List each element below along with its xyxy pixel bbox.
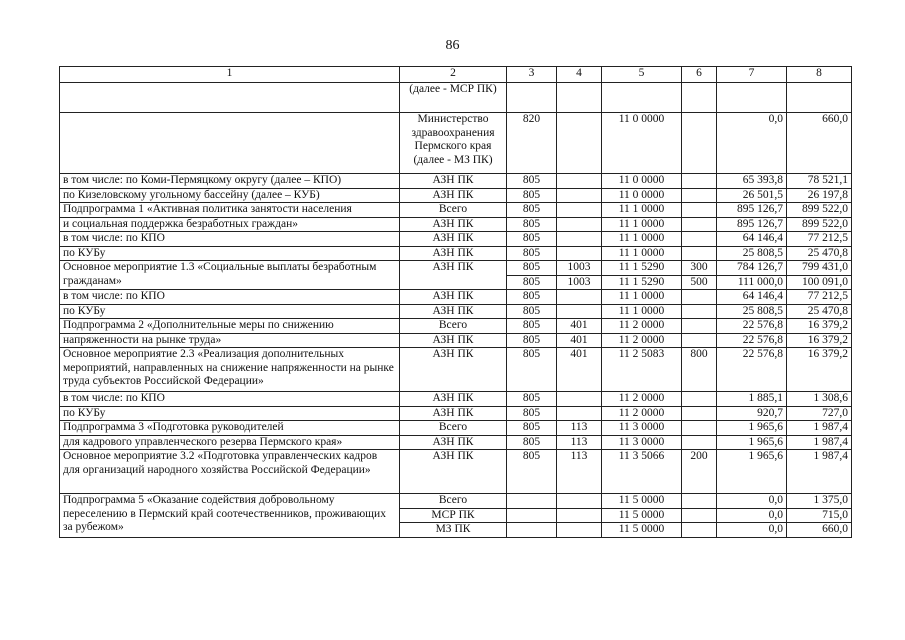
table-cell-value: 16 379,2 bbox=[787, 348, 852, 392]
table-cell-value: 26 197,8 bbox=[787, 188, 852, 203]
table-cell-value: 64 146,4 bbox=[717, 232, 787, 247]
table-cell-type bbox=[682, 392, 717, 407]
table-row bbox=[60, 113, 852, 174]
table-cell-section: 113 bbox=[557, 450, 602, 494]
table-cell-value: 0,0 bbox=[717, 113, 787, 174]
table-row bbox=[60, 450, 852, 494]
table-cell-article: 11 3 5066 bbox=[602, 450, 682, 494]
table-row bbox=[60, 203, 852, 218]
table-cell-code: 805 bbox=[507, 450, 557, 494]
table-cell-executor: АЗН ПК bbox=[400, 406, 507, 421]
table-cell-executor: АЗН ПК bbox=[400, 232, 507, 247]
table-row bbox=[60, 232, 852, 247]
table-cell-value: 1 965,6 bbox=[717, 450, 787, 494]
table-cell-section bbox=[557, 217, 602, 232]
table-row bbox=[60, 290, 852, 305]
table-cell-type bbox=[682, 508, 717, 523]
table-cell-type bbox=[682, 217, 717, 232]
table-cell-code bbox=[507, 508, 557, 523]
table-cell-executor: Всего bbox=[400, 421, 507, 436]
table-cell-article: 11 0 0000 bbox=[602, 174, 682, 189]
table-cell-value: 22 576,8 bbox=[717, 333, 787, 348]
table-cell-article: 11 2 0000 bbox=[602, 319, 682, 334]
table-cell-value: 1 965,6 bbox=[717, 421, 787, 436]
table-cell-section bbox=[557, 392, 602, 407]
table-cell-type: 300 bbox=[682, 261, 717, 276]
table-cell-type bbox=[682, 304, 717, 319]
table-cell-code: 805 bbox=[507, 203, 557, 218]
table-cell-executor: (далее - МСР ПК) bbox=[400, 83, 507, 113]
table-cell-value: 22 576,8 bbox=[717, 319, 787, 334]
table-cell-section bbox=[557, 188, 602, 203]
table-cell-value: 25 470,8 bbox=[787, 246, 852, 261]
table-cell-type bbox=[682, 174, 717, 189]
table-cell-article: 11 3 0000 bbox=[602, 435, 682, 450]
table-cell-value: 920,7 bbox=[717, 406, 787, 421]
table-cell-name: Подпрограмма 2 «Дополнительные меры по снижению bbox=[60, 319, 400, 334]
table-cell-code bbox=[507, 494, 557, 509]
table-cell-section: 401 bbox=[557, 333, 602, 348]
table-cell-type: 800 bbox=[682, 348, 717, 392]
table-row bbox=[60, 83, 852, 113]
table-cell-section bbox=[557, 174, 602, 189]
table-cell-type bbox=[682, 406, 717, 421]
table-cell-section: 401 bbox=[557, 348, 602, 392]
table-cell-article: 11 5 0000 bbox=[602, 508, 682, 523]
column-header: 8 bbox=[787, 67, 852, 83]
table-row bbox=[60, 421, 852, 436]
table-cell-article: 11 2 5083 bbox=[602, 348, 682, 392]
table-cell-value: 784 126,7 bbox=[717, 261, 787, 276]
column-header: 3 bbox=[507, 67, 557, 83]
table-cell-executor: АЗН ПК bbox=[400, 348, 507, 392]
table-cell-value: 64 146,4 bbox=[717, 290, 787, 305]
table-cell-type bbox=[682, 113, 717, 174]
table-row bbox=[60, 333, 852, 348]
table-cell-executor: АЗН ПК bbox=[400, 246, 507, 261]
table-cell-article: 11 1 0000 bbox=[602, 246, 682, 261]
table-cell-value: 100 091,0 bbox=[787, 275, 852, 290]
table-cell-article: 11 3 0000 bbox=[602, 421, 682, 436]
table-cell-type bbox=[682, 203, 717, 218]
table-row bbox=[60, 217, 852, 232]
table-cell-name: в том числе: по КПО bbox=[60, 392, 400, 407]
table-cell-section bbox=[557, 246, 602, 261]
table-cell-value: 1 885,1 bbox=[717, 392, 787, 407]
table-cell-value: 25 808,5 bbox=[717, 304, 787, 319]
table-cell-value: 799 431,0 bbox=[787, 261, 852, 276]
table-cell-value: 111 000,0 bbox=[717, 275, 787, 290]
table-header-row bbox=[60, 67, 852, 83]
table-cell-article: 11 1 5290 bbox=[602, 261, 682, 276]
table-cell-value: 1 987,4 bbox=[787, 435, 852, 450]
table-cell-value: 1 308,6 bbox=[787, 392, 852, 407]
table-cell-value bbox=[717, 83, 787, 113]
table-cell-value: 0,0 bbox=[717, 494, 787, 509]
table-cell-section: 401 bbox=[557, 319, 602, 334]
table-cell-value: 25 470,8 bbox=[787, 304, 852, 319]
table-row bbox=[60, 319, 852, 334]
table-cell-name: Основное мероприятие 3.2 «Подготовка управленческих кадров для организаций народного хозяйства Российской Федерации» bbox=[60, 450, 400, 494]
table-cell-value: 895 126,7 bbox=[717, 217, 787, 232]
table-cell-code: 805 bbox=[507, 304, 557, 319]
table-cell-value: 727,0 bbox=[787, 406, 852, 421]
table-cell-article: 11 1 5290 bbox=[602, 275, 682, 290]
table-cell-name: Основное мероприятие 2.3 «Реализация дополнительных мероприятий, направленных на снижение напряженности на рынке труда субъектов Российской Федерации» bbox=[60, 348, 400, 392]
table-cell-value: 16 379,2 bbox=[787, 319, 852, 334]
table-cell-type bbox=[682, 435, 717, 450]
table-cell-section bbox=[557, 113, 602, 174]
column-header: 1 bbox=[60, 67, 400, 83]
table-cell-value: 65 393,8 bbox=[717, 174, 787, 189]
table-cell-name: Подпрограмма 3 «Подготовка руководителей bbox=[60, 421, 400, 436]
table-cell-type bbox=[682, 494, 717, 509]
table-cell-type bbox=[682, 319, 717, 334]
table-cell-type bbox=[682, 232, 717, 247]
table-cell-value: 1 987,4 bbox=[787, 421, 852, 436]
table-cell-code bbox=[507, 523, 557, 538]
table-cell-type bbox=[682, 290, 717, 305]
budget-table bbox=[59, 66, 852, 538]
table-cell-executor: Всего bbox=[400, 319, 507, 334]
table-cell-article: 11 5 0000 bbox=[602, 523, 682, 538]
table-cell-article: 11 1 0000 bbox=[602, 290, 682, 305]
table-cell-value: 0,0 bbox=[717, 508, 787, 523]
table-cell-article: 11 0 0000 bbox=[602, 188, 682, 203]
table-cell-section: 113 bbox=[557, 435, 602, 450]
table-cell-executor: Всего bbox=[400, 494, 507, 509]
table-cell-name bbox=[60, 113, 400, 174]
table-row bbox=[60, 494, 852, 509]
table-row bbox=[60, 435, 852, 450]
column-header: 6 bbox=[682, 67, 717, 83]
column-header: 4 bbox=[557, 67, 602, 83]
table-row bbox=[60, 392, 852, 407]
table-cell-section bbox=[557, 203, 602, 218]
table-cell-executor: АЗН ПК bbox=[400, 450, 507, 494]
table-cell-article bbox=[602, 83, 682, 113]
table-cell-code: 805 bbox=[507, 217, 557, 232]
table-cell-article: 11 2 0000 bbox=[602, 392, 682, 407]
table-cell-code: 805 bbox=[507, 261, 557, 276]
table-cell-code: 805 bbox=[507, 333, 557, 348]
table-cell-code: 805 bbox=[507, 232, 557, 247]
table-cell-executor: АЗН ПК bbox=[400, 174, 507, 189]
table-cell-code: 805 bbox=[507, 421, 557, 436]
table-cell-section bbox=[557, 304, 602, 319]
table-cell-executor: АЗН ПК bbox=[400, 304, 507, 319]
table-cell-code bbox=[507, 83, 557, 113]
table-cell-executor: АЗН ПК bbox=[400, 392, 507, 407]
table-cell-name: по КУБу bbox=[60, 406, 400, 421]
table-cell-type bbox=[682, 421, 717, 436]
table-cell-type bbox=[682, 83, 717, 113]
table-cell-executor: АЗН ПК bbox=[400, 188, 507, 203]
table-cell-executor: Всего bbox=[400, 203, 507, 218]
table-cell-code: 805 bbox=[507, 290, 557, 305]
table-cell-section bbox=[557, 406, 602, 421]
table-cell-executor: АЗН ПК bbox=[400, 261, 507, 290]
table-cell-section bbox=[557, 508, 602, 523]
table-cell-article: 11 5 0000 bbox=[602, 494, 682, 509]
table-cell-section: 1003 bbox=[557, 275, 602, 290]
table-cell-name: Подпрограмма 1 «Активная политика занятости населения bbox=[60, 203, 400, 218]
table-cell-section: 113 bbox=[557, 421, 602, 436]
table-cell-value: 26 501,5 bbox=[717, 188, 787, 203]
table-cell-executor: АЗН ПК bbox=[400, 333, 507, 348]
table-cell-value: 1 987,4 bbox=[787, 450, 852, 494]
table-cell-name: для кадрового управленческого резерва Пермского края» bbox=[60, 435, 400, 450]
table-cell-value: 22 576,8 bbox=[717, 348, 787, 392]
table-cell-executor: Министерство здравоохранения Пермского края (далее - МЗ ПК) bbox=[400, 113, 507, 174]
table-cell-value: 660,0 bbox=[787, 113, 852, 174]
table-cell-name: в том числе: по КПО bbox=[60, 232, 400, 247]
table-cell-value: 1 965,6 bbox=[717, 435, 787, 450]
table-cell-code: 805 bbox=[507, 406, 557, 421]
table-cell-code: 805 bbox=[507, 188, 557, 203]
table-cell-name: и социальная поддержка безработных граждан» bbox=[60, 217, 400, 232]
table-cell-executor: МСР ПК bbox=[400, 508, 507, 523]
table-cell-name: Основное мероприятие 1.3 «Социальные выплаты безработным гражданам» bbox=[60, 261, 400, 290]
table-cell-name: в том числе: по КПО bbox=[60, 290, 400, 305]
table-cell-code: 805 bbox=[507, 174, 557, 189]
table-cell-value: 0,0 bbox=[717, 523, 787, 538]
table-cell-article: 11 1 0000 bbox=[602, 304, 682, 319]
table-cell-name: по Кизеловскому угольному бассейну (далее – КУБ) bbox=[60, 188, 400, 203]
table-row bbox=[60, 174, 852, 189]
table-cell-name: напряженности на рынке труда» bbox=[60, 333, 400, 348]
table-cell-type bbox=[682, 333, 717, 348]
table-cell-value: 715,0 bbox=[787, 508, 852, 523]
table-cell-value: 899 522,0 bbox=[787, 203, 852, 218]
table-cell-article: 11 2 0000 bbox=[602, 406, 682, 421]
table-cell-code: 805 bbox=[507, 275, 557, 290]
table-cell-type bbox=[682, 523, 717, 538]
table-cell-code: 805 bbox=[507, 392, 557, 407]
table-cell-section: 1003 bbox=[557, 261, 602, 276]
table-cell-value: 78 521,1 bbox=[787, 174, 852, 189]
table-cell-value bbox=[787, 83, 852, 113]
table-cell-type bbox=[682, 188, 717, 203]
table-cell-code: 805 bbox=[507, 319, 557, 334]
table-cell-value: 895 126,7 bbox=[717, 203, 787, 218]
table-cell-article: 11 1 0000 bbox=[602, 232, 682, 247]
table-cell-value: 660,0 bbox=[787, 523, 852, 538]
table-cell-type: 200 bbox=[682, 450, 717, 494]
table-cell-value: 1 375,0 bbox=[787, 494, 852, 509]
table-cell-section bbox=[557, 290, 602, 305]
table-cell-article: 11 0 0000 bbox=[602, 113, 682, 174]
table-cell-type: 500 bbox=[682, 275, 717, 290]
table-cell-article: 11 1 0000 bbox=[602, 217, 682, 232]
table-cell-code: 805 bbox=[507, 246, 557, 261]
table-cell-type bbox=[682, 246, 717, 261]
table-cell-section bbox=[557, 83, 602, 113]
column-header: 2 bbox=[400, 67, 507, 83]
table-cell-article: 11 1 0000 bbox=[602, 203, 682, 218]
table-cell-value: 25 808,5 bbox=[717, 246, 787, 261]
table-cell-code: 805 bbox=[507, 348, 557, 392]
table-row bbox=[60, 188, 852, 203]
table-cell-section bbox=[557, 523, 602, 538]
table-cell-code: 805 bbox=[507, 435, 557, 450]
table-cell-article: 11 2 0000 bbox=[602, 333, 682, 348]
column-header: 7 bbox=[717, 67, 787, 83]
table-cell-executor: МЗ ПК bbox=[400, 523, 507, 538]
table-cell-section bbox=[557, 494, 602, 509]
page-number: 86 bbox=[445, 38, 460, 53]
table-cell-value: 77 212,5 bbox=[787, 290, 852, 305]
table-cell-executor: АЗН ПК bbox=[400, 290, 507, 305]
table-cell-value: 899 522,0 bbox=[787, 217, 852, 232]
table-cell-name: по КУБу bbox=[60, 304, 400, 319]
table-cell-executor: АЗН ПК bbox=[400, 435, 507, 450]
table-cell-executor: АЗН ПК bbox=[400, 217, 507, 232]
table-row bbox=[60, 406, 852, 421]
column-header: 5 bbox=[602, 67, 682, 83]
table-cell-section bbox=[557, 232, 602, 247]
table-cell-value: 77 212,5 bbox=[787, 232, 852, 247]
table-row bbox=[60, 261, 852, 276]
table-row bbox=[60, 246, 852, 261]
table-row bbox=[60, 304, 852, 319]
table-cell-name bbox=[60, 83, 400, 113]
table-cell-name: по КУБу bbox=[60, 246, 400, 261]
table-cell-code: 820 bbox=[507, 113, 557, 174]
table-cell-name: в том числе: по Коми-Пермяцкому округу (далее – КПО) bbox=[60, 174, 400, 189]
table-row bbox=[60, 348, 852, 392]
table-cell-value: 16 379,2 bbox=[787, 333, 852, 348]
table-cell-name: Подпрограмма 5 «Оказание содействия добровольному переселению в Пермский край соотечественников, проживающих за рубежом» bbox=[60, 494, 400, 538]
